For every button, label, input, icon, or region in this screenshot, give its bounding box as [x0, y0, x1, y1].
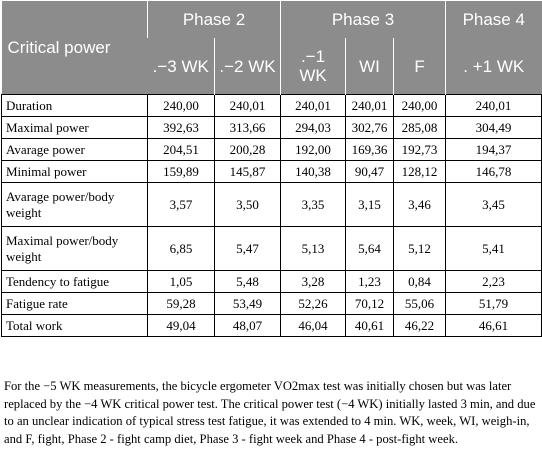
- table-cell: 1,23: [346, 271, 394, 293]
- table-cell: 304,49: [446, 117, 542, 139]
- table-cell: 46,61: [446, 315, 542, 337]
- table-row: [2, 293, 542, 315]
- header-weigh-in: WI: [346, 38, 394, 95]
- table-cell: 59,28: [148, 293, 215, 315]
- table-cell: 5,48: [215, 271, 281, 293]
- table-cell: 240,01: [346, 95, 394, 117]
- header-week-minus-1: .−1 WK: [281, 38, 346, 95]
- header-critical-power: Critical power: [2, 1, 148, 95]
- table-cell: 192,00: [281, 139, 346, 161]
- table-cell: 1,05: [148, 271, 215, 293]
- table-cell: 51,79: [446, 293, 542, 315]
- table-cell: 3,35: [281, 183, 346, 227]
- table-cell: 3,15: [346, 183, 394, 227]
- table-cell: 240,01: [281, 95, 346, 117]
- table-cell: 200,28: [215, 139, 281, 161]
- table-cell: 90,47: [346, 161, 394, 183]
- table-row: [2, 183, 542, 227]
- table-row: [2, 117, 542, 139]
- table-cell: 3,46: [394, 183, 446, 227]
- table-cell: 0,84: [394, 271, 446, 293]
- table-row: [2, 227, 542, 271]
- row-label: Avarage power/body weight: [2, 183, 148, 227]
- table-cell: 240,01: [446, 95, 542, 117]
- table-cell: 313,66: [215, 117, 281, 139]
- row-label: Duration: [2, 95, 148, 117]
- row-label: Fatigue rate: [2, 293, 148, 315]
- table-row: [2, 161, 542, 183]
- table-cell: 192,73: [394, 139, 446, 161]
- table-cell: 145,87: [215, 161, 281, 183]
- table-cell: 240,00: [148, 95, 215, 117]
- critical-power-table: [1, 1, 542, 337]
- table-cell: 2,23: [446, 271, 542, 293]
- table-cell: 5,13: [281, 227, 346, 271]
- table-row: [2, 271, 542, 293]
- table-cell: 169,36: [346, 139, 394, 161]
- table-cell: 46,22: [394, 315, 446, 337]
- table-cell: 294,03: [281, 117, 346, 139]
- table-cell: 3,28: [281, 271, 346, 293]
- header-week-minus-3: .−3 WK: [148, 38, 215, 95]
- table-cell: 46,04: [281, 315, 346, 337]
- row-label: Maximal power: [2, 117, 148, 139]
- header-phase-4: Phase 4: [446, 1, 542, 38]
- table-cell: 140,38: [281, 161, 346, 183]
- table-cell: 146,78: [446, 161, 542, 183]
- table-cell: 55,06: [394, 293, 446, 315]
- table-cell: 3,45: [446, 183, 542, 227]
- table-row: [2, 95, 542, 117]
- table-cell: 53,49: [215, 293, 281, 315]
- header-week-minus-2: .−2 WK: [215, 38, 281, 95]
- header-fight: F: [394, 38, 446, 95]
- table-cell: 194,37: [446, 139, 542, 161]
- header-phase-2: Phase 2: [148, 1, 281, 38]
- row-label: Total work: [2, 315, 148, 337]
- table-cell: 128,12: [394, 161, 446, 183]
- table-cell: 240,00: [394, 95, 446, 117]
- table-cell: 240,01: [215, 95, 281, 117]
- table-cell: 5,47: [215, 227, 281, 271]
- table-cell: 6,85: [148, 227, 215, 271]
- table-row: [2, 315, 542, 337]
- table-cell: 5,41: [446, 227, 542, 271]
- row-label: Avarage power: [2, 139, 148, 161]
- table-cell: 5,64: [346, 227, 394, 271]
- table-footnote: For the −5 WK measurements, the bicycle ergometer VO2max test was initially chosen but was later replaced by the −4 WK critical power test. The critical power test (−4 WK) initially lasted 3 min, and due to an unclear indication of typical stress test fatigue, it was extended to 4 min. WK, week, WI, weigh-in, and F, fight, Phase 2 - fight camp diet, Phase 3 - fight week and Phase 4 - post-fight week.: [4, 379, 536, 446]
- table-cell: 52,26: [281, 293, 346, 315]
- table-cell: 159,89: [148, 161, 215, 183]
- table-cell: 3,57: [148, 183, 215, 227]
- table-cell: 3,50: [215, 183, 281, 227]
- row-label: Minimal power: [2, 161, 148, 183]
- table-cell: 49,04: [148, 315, 215, 337]
- table-cell: 392,63: [148, 117, 215, 139]
- table-row: [2, 139, 542, 161]
- table-cell: 40,61: [346, 315, 394, 337]
- table-cell: 285,08: [394, 117, 446, 139]
- table-cell: 70,12: [346, 293, 394, 315]
- row-label: Tendency to fatigue: [2, 271, 148, 293]
- table-cell: 5,12: [394, 227, 446, 271]
- table-cell: 302,76: [346, 117, 394, 139]
- row-label: Maximal power/body weight: [2, 227, 148, 271]
- table-cell: 204,51: [148, 139, 215, 161]
- header-phase-3: Phase 3: [281, 1, 446, 38]
- header-week-plus-1: . +1 WK: [446, 38, 542, 95]
- table-cell: 48,07: [215, 315, 281, 337]
